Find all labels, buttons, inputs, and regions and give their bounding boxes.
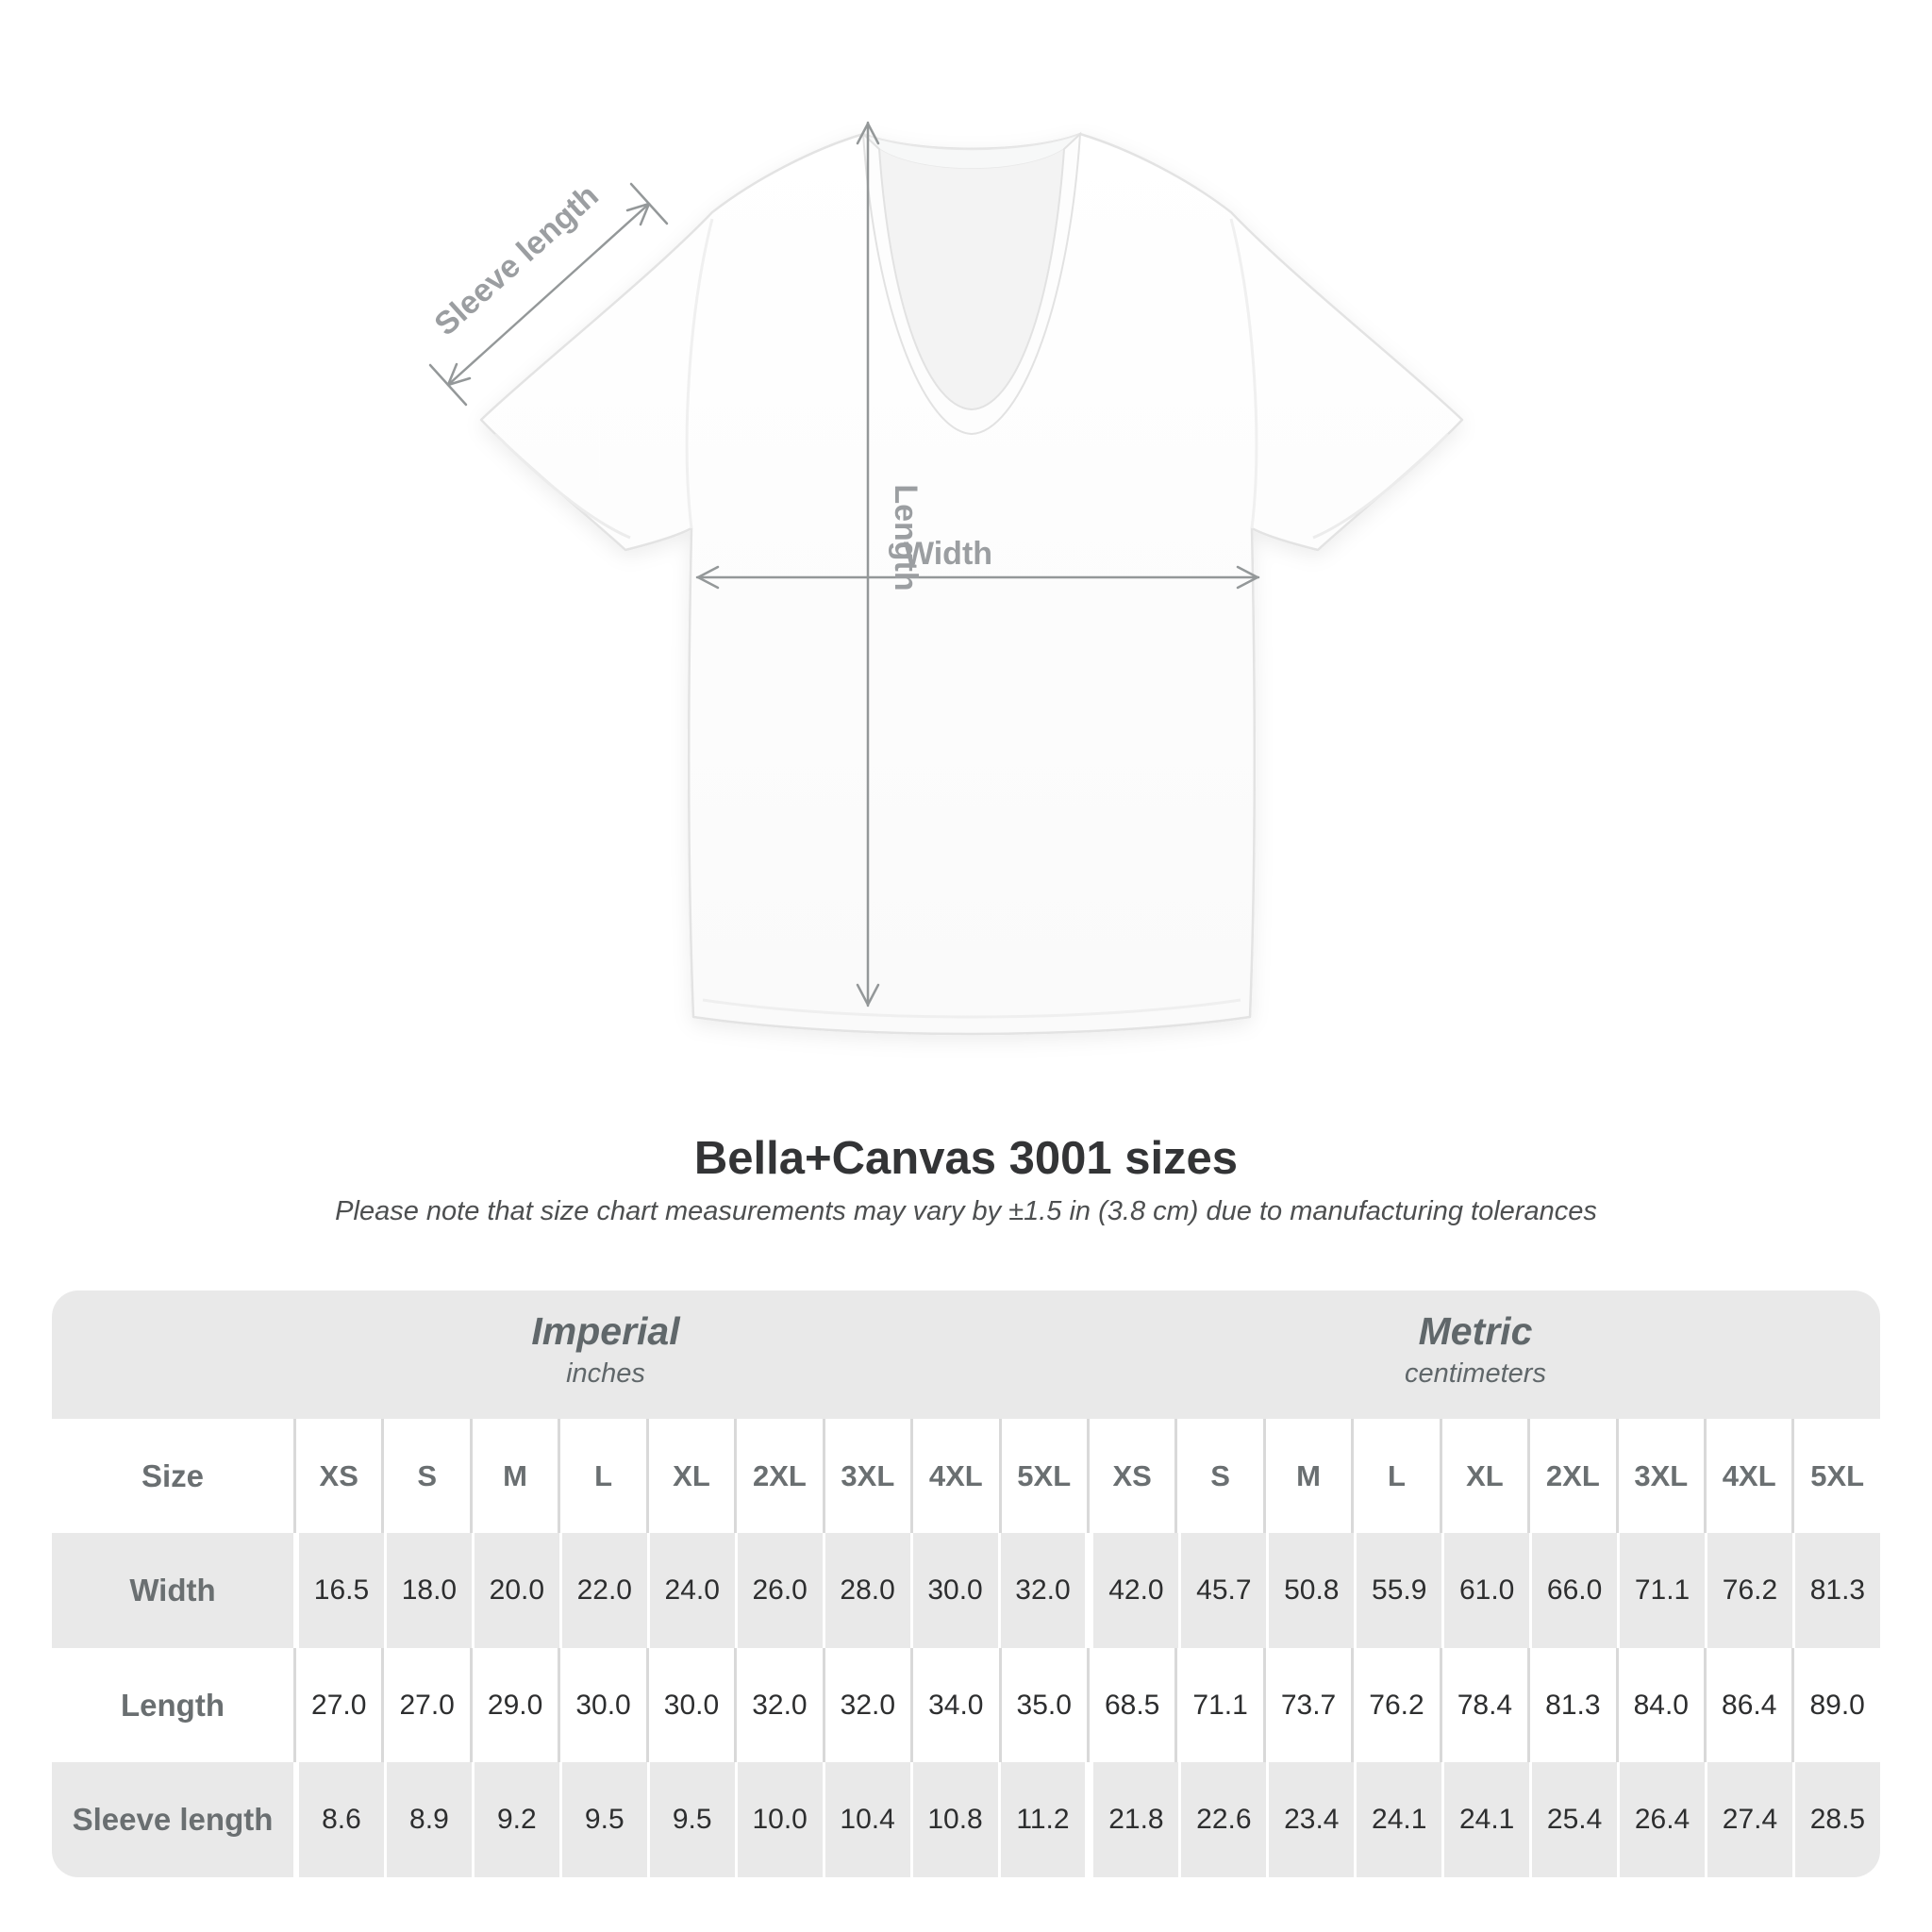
value-cell: 8.6 (293, 1762, 384, 1877)
value-cell: 27.0 (381, 1648, 469, 1762)
row-label: Sleeve length (72, 1802, 274, 1837)
value-cell: 21.8 (1085, 1762, 1178, 1877)
value-cell: 20.0 (472, 1533, 559, 1648)
table-header-row (52, 1419, 1880, 1533)
value-cell: 9.5 (559, 1762, 647, 1877)
value-cell: 61.0 (1441, 1533, 1529, 1648)
size-col-header: M (470, 1419, 558, 1533)
imperial-group-header (531, 1307, 679, 1392)
value-cell: 50.8 (1266, 1533, 1354, 1648)
value-cell: 16.5 (293, 1533, 384, 1648)
row-label: Length (121, 1687, 225, 1723)
value-cell: 55.9 (1354, 1533, 1441, 1648)
length-label: Length (888, 484, 924, 591)
value-cell: 76.2 (1351, 1648, 1439, 1762)
size-table (52, 1291, 1880, 1877)
size-col-header: 2XL (1527, 1419, 1615, 1533)
row-label: Width (129, 1573, 216, 1607)
metric-group-header (1405, 1307, 1546, 1392)
size-col-header: M (1263, 1419, 1351, 1533)
value-cell: 26.0 (735, 1533, 823, 1648)
value-cell: 76.2 (1705, 1533, 1792, 1648)
size-col-header: 4XL (910, 1419, 998, 1533)
value-cell: 30.0 (910, 1533, 998, 1648)
value-cell: 30.0 (558, 1648, 645, 1762)
sleeve-length-label: Sleeve length (427, 177, 606, 343)
page-title: Bella+Canvas 3001 sizes (693, 1133, 1239, 1184)
value-cell: 26.4 (1617, 1762, 1705, 1877)
imperial-unit: inches (566, 1358, 645, 1389)
value-cell: 42.0 (1085, 1533, 1178, 1648)
value-cell: 22.0 (559, 1533, 647, 1648)
value-cell: 81.3 (1792, 1533, 1880, 1648)
size-col-header: 5XL (1791, 1419, 1879, 1533)
metric-title: Metric (1418, 1309, 1533, 1353)
value-cell: 9.5 (647, 1762, 735, 1877)
value-cell: 89.0 (1791, 1648, 1879, 1762)
value-cell: 27.0 (293, 1648, 381, 1762)
page-subtitle: Please note that size chart measurements may vary by ±1.5 in (3.8 cm) due to manufacturing tolerances (335, 1196, 1597, 1226)
value-cell: 66.0 (1529, 1533, 1617, 1648)
size-col-header: L (1351, 1419, 1439, 1533)
size-col-header: XS (1087, 1419, 1174, 1533)
size-col-header: XL (646, 1419, 734, 1533)
value-cell: 71.1 (1174, 1648, 1262, 1762)
size-col-header: XS (293, 1419, 381, 1533)
value-cell: 25.4 (1529, 1762, 1617, 1877)
size-col-header: L (558, 1419, 645, 1533)
table-row-length (52, 1648, 1880, 1762)
table-row-sleeve-length (52, 1762, 1880, 1877)
size-col-header: 4XL (1704, 1419, 1791, 1533)
width-label: Width (903, 536, 993, 572)
value-cell: 30.0 (646, 1648, 734, 1762)
size-col-header: XL (1440, 1419, 1527, 1533)
size-col-header: 3XL (823, 1419, 910, 1533)
value-cell: 28.5 (1792, 1762, 1880, 1877)
value-cell: 86.4 (1704, 1648, 1791, 1762)
value-cell: 68.5 (1087, 1648, 1174, 1762)
value-cell: 27.4 (1705, 1762, 1792, 1877)
value-cell: 28.0 (823, 1533, 910, 1648)
value-cell: 35.0 (999, 1648, 1087, 1762)
value-cell: 78.4 (1440, 1648, 1527, 1762)
value-cell: 81.3 (1527, 1648, 1615, 1762)
value-cell: 24.0 (647, 1533, 735, 1648)
value-cell: 22.6 (1178, 1762, 1266, 1877)
unit-group-header-band (52, 1291, 1880, 1419)
value-cell: 10.0 (735, 1762, 823, 1877)
value-cell: 24.1 (1441, 1762, 1529, 1877)
size-col-header: 3XL (1616, 1419, 1704, 1533)
value-cell: 24.1 (1354, 1762, 1441, 1877)
value-cell: 34.0 (910, 1648, 998, 1762)
value-cell: 84.0 (1616, 1648, 1704, 1762)
tshirt-graphic (481, 134, 1462, 1034)
value-cell: 8.9 (384, 1762, 472, 1877)
imperial-title: Imperial (531, 1309, 680, 1353)
value-cell: 73.7 (1263, 1648, 1351, 1762)
value-cell: 11.2 (998, 1762, 1086, 1877)
value-cell: 18.0 (384, 1533, 472, 1648)
table-row-width (52, 1533, 1880, 1648)
value-cell: 10.8 (910, 1762, 998, 1877)
metric-unit: centimeters (1405, 1358, 1546, 1389)
value-cell: 29.0 (470, 1648, 558, 1762)
value-cell: 32.0 (734, 1648, 822, 1762)
size-col-header: S (381, 1419, 469, 1533)
size-col-header: 5XL (999, 1419, 1087, 1533)
value-cell: 23.4 (1266, 1762, 1354, 1877)
value-cell: 10.4 (823, 1762, 910, 1877)
size-row-label: Size (141, 1457, 205, 1493)
value-cell: 32.0 (823, 1648, 910, 1762)
value-cell: 32.0 (998, 1533, 1086, 1648)
value-cell: 71.1 (1617, 1533, 1705, 1648)
size-col-header: 2XL (734, 1419, 822, 1533)
value-cell: 45.7 (1178, 1533, 1266, 1648)
size-col-header: S (1174, 1419, 1262, 1533)
value-cell: 9.2 (472, 1762, 559, 1877)
